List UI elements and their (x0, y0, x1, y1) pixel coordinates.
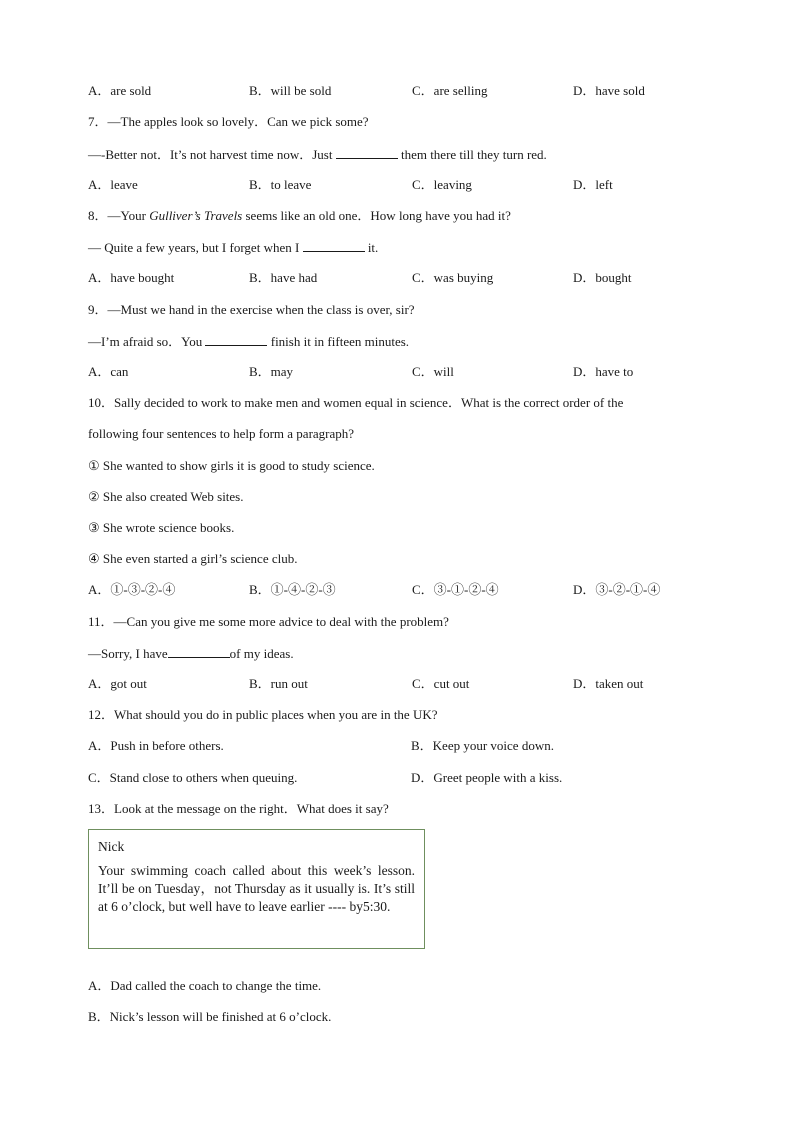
q13-message-body: Your swimming coach called about this week’s lesson. It’ll be on Tuesday，not Thursday as it usually is. It’s still at 6 o’clock, but well have to leave earlier ---- by5:30. (98, 863, 415, 914)
q11-option-a[interactable]: A．got out (88, 676, 147, 691)
q8-option-a[interactable]: A．have bought (88, 270, 175, 285)
q13-question-text: Look at the message on the right．What does it say? (114, 801, 389, 816)
q9-answer (88, 333, 409, 350)
q8-question-before: —Your (107, 208, 150, 223)
q10-question-text-1: Sally decided to work to make men and women equal in science．What is the correct order of the (114, 395, 624, 410)
q7-question (88, 114, 369, 130)
q7-option-b[interactable]: B．to leave (249, 177, 312, 192)
q6-option-d[interactable]: D．have sold (573, 83, 645, 98)
q10-option-c[interactable]: C．③-①-②-④ (412, 582, 499, 597)
q8-question (88, 208, 511, 224)
q8-option-c[interactable]: C．was buying (412, 270, 494, 285)
q6-option-b[interactable]: B．will be sold (249, 83, 332, 98)
q8-book-title: Gulliver’s Travels (149, 208, 243, 223)
q9-question-text: —Must we hand in the exercise when the class is over, sir? (107, 302, 415, 317)
q8-answer-before: — Quite a few years, but I forget when I (88, 240, 300, 255)
q10-question-line1 (88, 395, 623, 411)
q8-answer-after: it. (367, 240, 379, 255)
q13-message-box (88, 829, 425, 949)
q13-number: 13． (88, 801, 115, 816)
q10-sentence-2: ② She also created Web sites. (88, 489, 244, 504)
q11-question-text: —Can you give me some more advice to deal with the problem? (113, 614, 449, 629)
q8-answer (88, 239, 378, 256)
q7-question-text: —The apples look so lovely．Can we pick some? (107, 114, 369, 129)
q10-option-b[interactable]: B．①-④-②-③ (249, 582, 336, 597)
q11-answer-after: of my ideas. (229, 646, 294, 661)
q11-number: 11． (88, 614, 114, 629)
q12-option-c[interactable]: C．Stand close to others when queuing. (88, 770, 298, 785)
q10-sentence-3: ③ She wrote science books. (88, 520, 235, 535)
q12-option-d[interactable]: D．Greet people with a kiss. (411, 770, 563, 785)
q11-question (88, 614, 449, 630)
q11-option-c[interactable]: C．cut out (412, 676, 470, 691)
q13-option-b[interactable]: B．Nick’s lesson will be finished at 6 o’clock. (88, 1009, 332, 1024)
q12-option-b[interactable]: B．Keep your voice down. (411, 738, 554, 753)
q8-option-d[interactable]: D．bought (573, 270, 632, 285)
q9-answer-before: —I’m afraid so．You (88, 334, 203, 349)
q9-question (88, 302, 415, 318)
q12-question (88, 707, 438, 723)
q10-option-a[interactable]: A．①-③-②-④ (88, 582, 176, 597)
q7-option-a[interactable]: A．leave (88, 177, 138, 192)
q9-blank (205, 333, 267, 346)
q9-option-d[interactable]: D．have to (573, 364, 634, 379)
q11-blank (168, 645, 230, 658)
q8-question-after: seems like an old one．How long have you had it? (242, 208, 511, 223)
q12-option-a[interactable]: A．Push in before others. (88, 738, 224, 753)
q13-question (88, 801, 389, 817)
q10-option-d[interactable]: D．③-②-①-④ (573, 582, 661, 597)
q11-option-d[interactable]: D．taken out (573, 676, 644, 691)
q10-sentence-1: ① She wanted to show girls it is good to study science. (88, 458, 375, 473)
q8-blank (303, 239, 365, 252)
q10-question-line2: following four sentences to help form a paragraph? (88, 426, 355, 441)
q6-option-c[interactable]: C．are selling (412, 83, 488, 98)
q13-option-a[interactable]: A．Dad called the coach to change the time. (88, 978, 322, 993)
q7-answer-before: —-Better not．It’s not harvest time now．Just (88, 147, 333, 162)
q7-answer (88, 146, 547, 163)
q8-option-b[interactable]: B．have had (249, 270, 318, 285)
q7-option-c[interactable]: C．leaving (412, 177, 472, 192)
q11-option-b[interactable]: B．run out (249, 676, 308, 691)
q9-answer-after: finish it in fifteen minutes. (270, 334, 410, 349)
q12-number: 12． (88, 707, 115, 722)
q9-option-c[interactable]: C．will (412, 364, 454, 379)
q8-number: 8． (88, 208, 108, 223)
q10-sentence-4: ④ She even started a girl’s science club. (88, 551, 298, 566)
q10-number: 10． (88, 395, 115, 410)
q9-option-a[interactable]: A．can (88, 364, 129, 379)
q7-number: 7． (88, 114, 108, 129)
q11-answer-before: —Sorry, I have (88, 646, 168, 661)
q11-answer (88, 645, 294, 662)
q6-option-a[interactable]: A．are sold (88, 83, 152, 98)
q7-blank (336, 146, 398, 159)
q7-option-d[interactable]: D．left (573, 177, 613, 192)
q12-question-text: What should you do in public places when you are in the UK? (114, 707, 438, 722)
q9-number: 9． (88, 302, 108, 317)
q7-answer-after: them there till they turn red. (400, 147, 547, 162)
q13-message-name: Nick (98, 839, 125, 854)
q9-option-b[interactable]: B．may (249, 364, 294, 379)
